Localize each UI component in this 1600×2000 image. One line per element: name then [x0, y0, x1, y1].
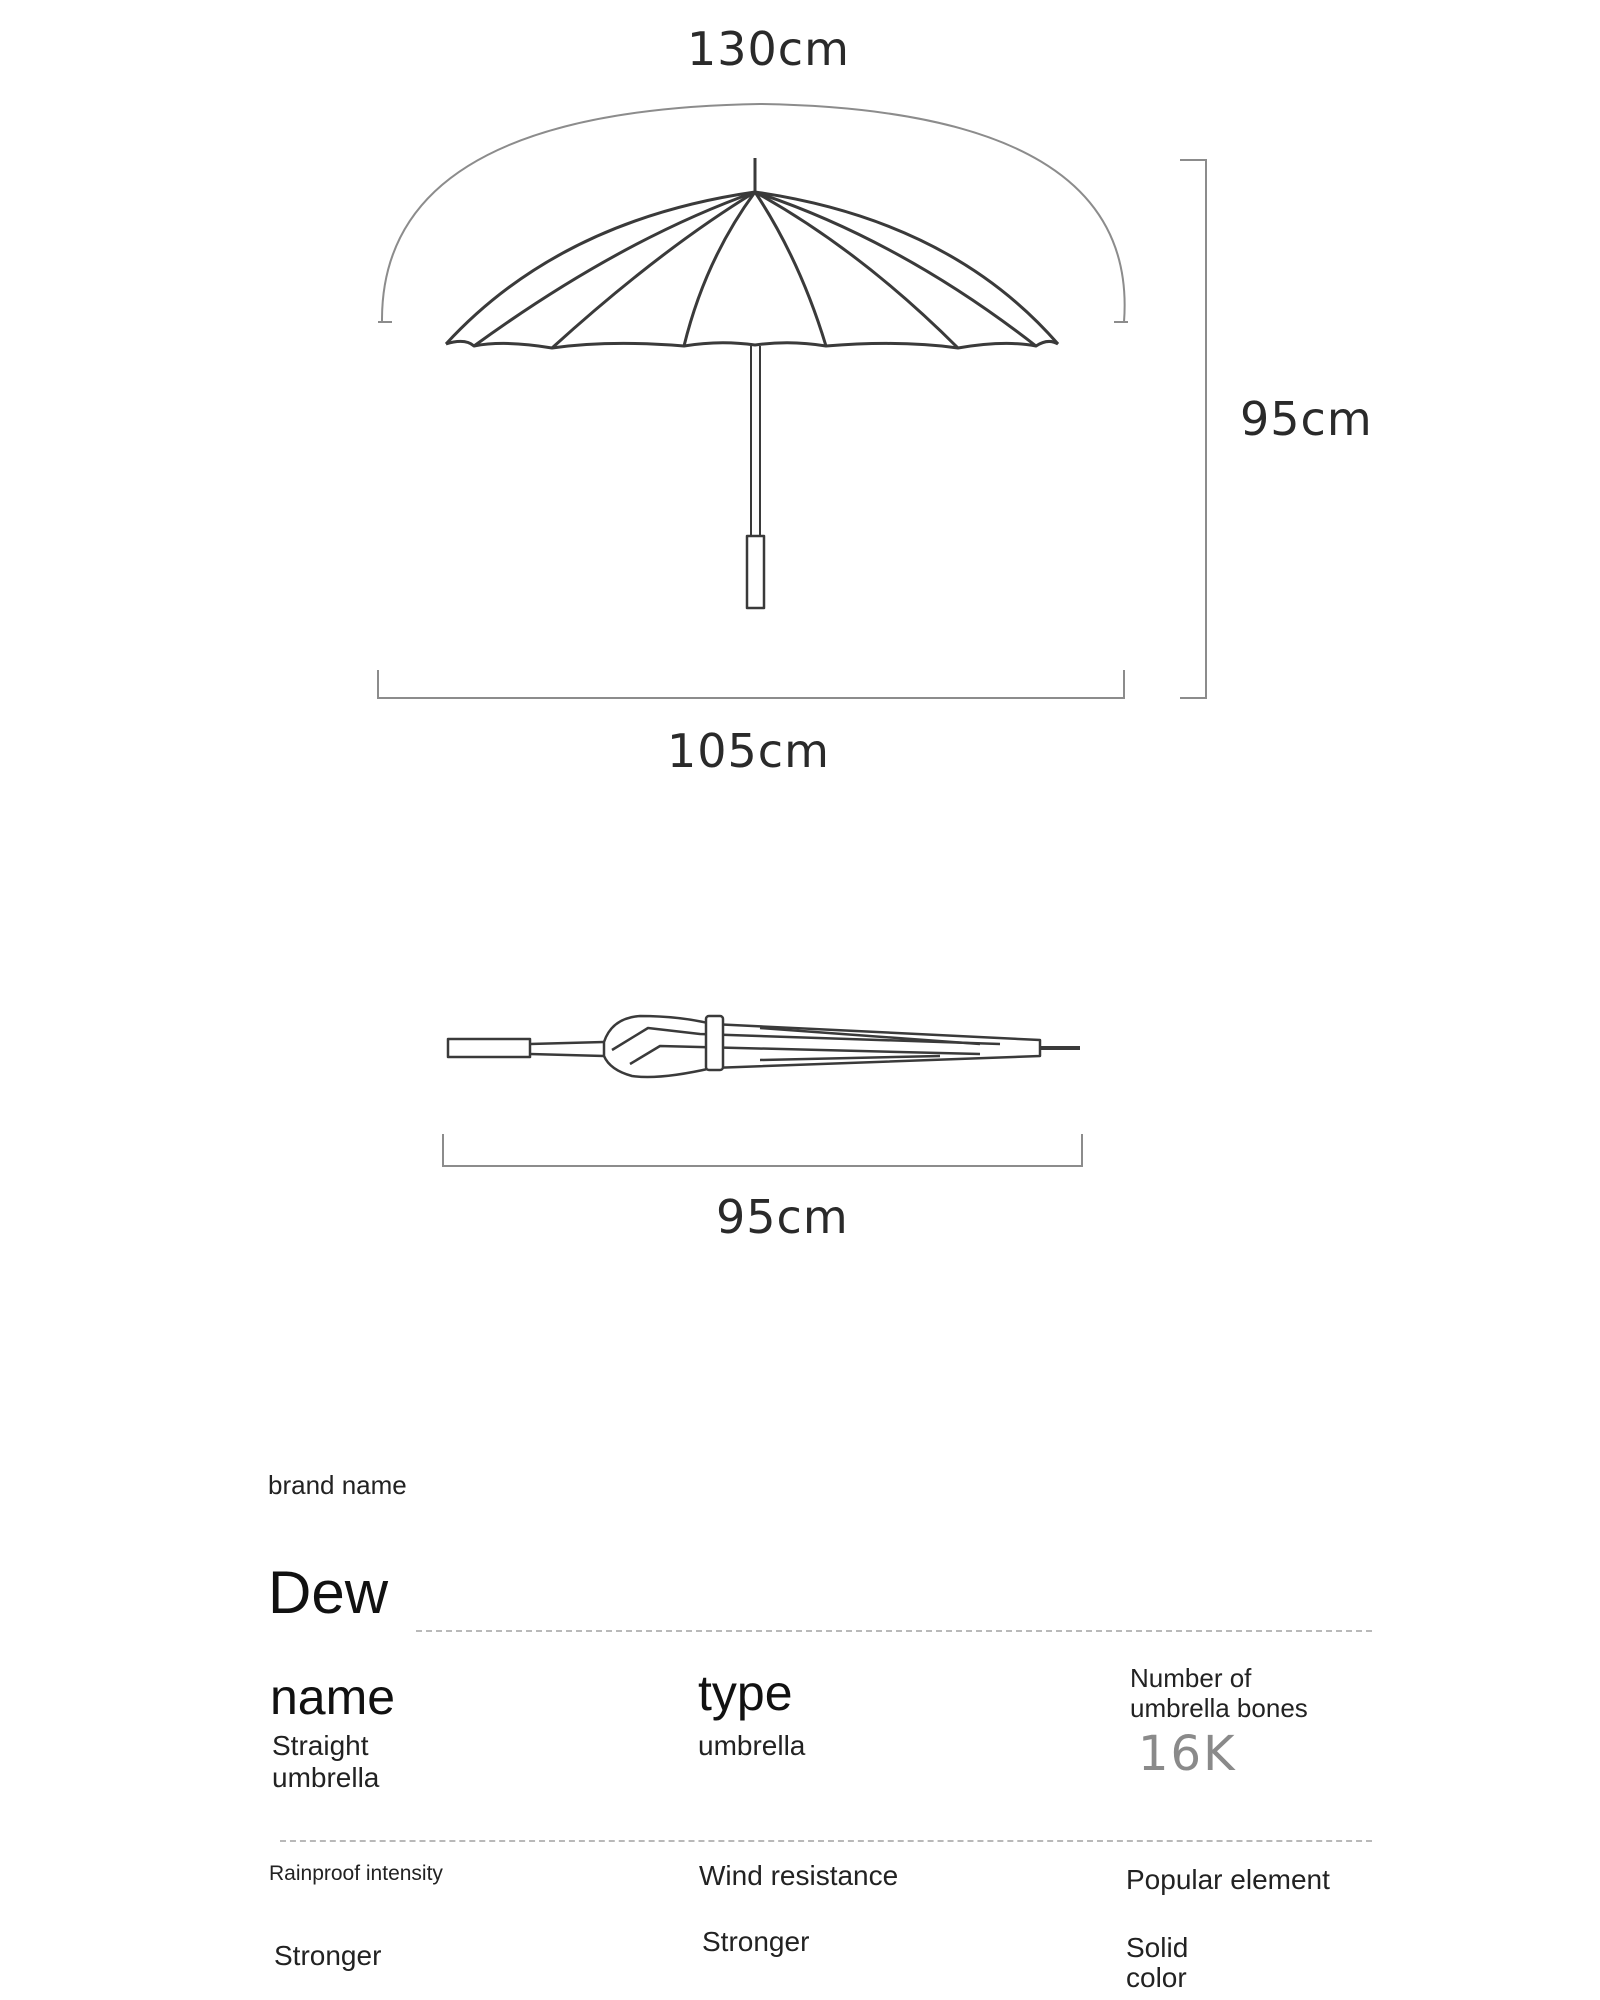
brand-value: Dew	[268, 1559, 389, 1626]
arc-width-label: 130cm	[687, 22, 850, 76]
brand-label: brand name	[268, 1470, 407, 1500]
wind-value: Stronger	[702, 1926, 810, 1957]
closed-length-dimension-line	[443, 1134, 1082, 1166]
rainproof-value: Stronger	[274, 1940, 382, 1971]
bones-label-line1: Number of	[1130, 1663, 1252, 1693]
popular-label: Popular element	[1126, 1864, 1330, 1895]
open-umbrella-drawing	[446, 158, 1058, 608]
bones-label-line2: umbrella bones	[1130, 1693, 1308, 1723]
name-value-line2: umbrella	[272, 1762, 380, 1793]
name-label: name	[270, 1669, 396, 1725]
divider-middle	[280, 1840, 1372, 1842]
name-value-line1: Straight	[272, 1730, 369, 1761]
bones-value: 16K	[1138, 1726, 1237, 1782]
height-label: 95cm	[1240, 392, 1373, 446]
type-label: type	[698, 1665, 793, 1721]
height-dimension-line	[1180, 160, 1206, 698]
closed-length-label: 95cm	[716, 1190, 849, 1244]
arc-dimension-line	[382, 104, 1125, 322]
type-value: umbrella	[698, 1730, 806, 1761]
rainproof-label: Rainproof intensity	[269, 1862, 443, 1885]
popular-value-line1: Solid	[1126, 1932, 1189, 1963]
flat-width-label: 105cm	[667, 724, 830, 778]
closed-umbrella-drawing	[448, 1016, 1080, 1077]
width-dimension-line	[378, 670, 1124, 698]
popular-value-line2: color	[1126, 1962, 1187, 1993]
wind-label: Wind resistance	[699, 1860, 899, 1891]
divider-top	[416, 1630, 1372, 1632]
